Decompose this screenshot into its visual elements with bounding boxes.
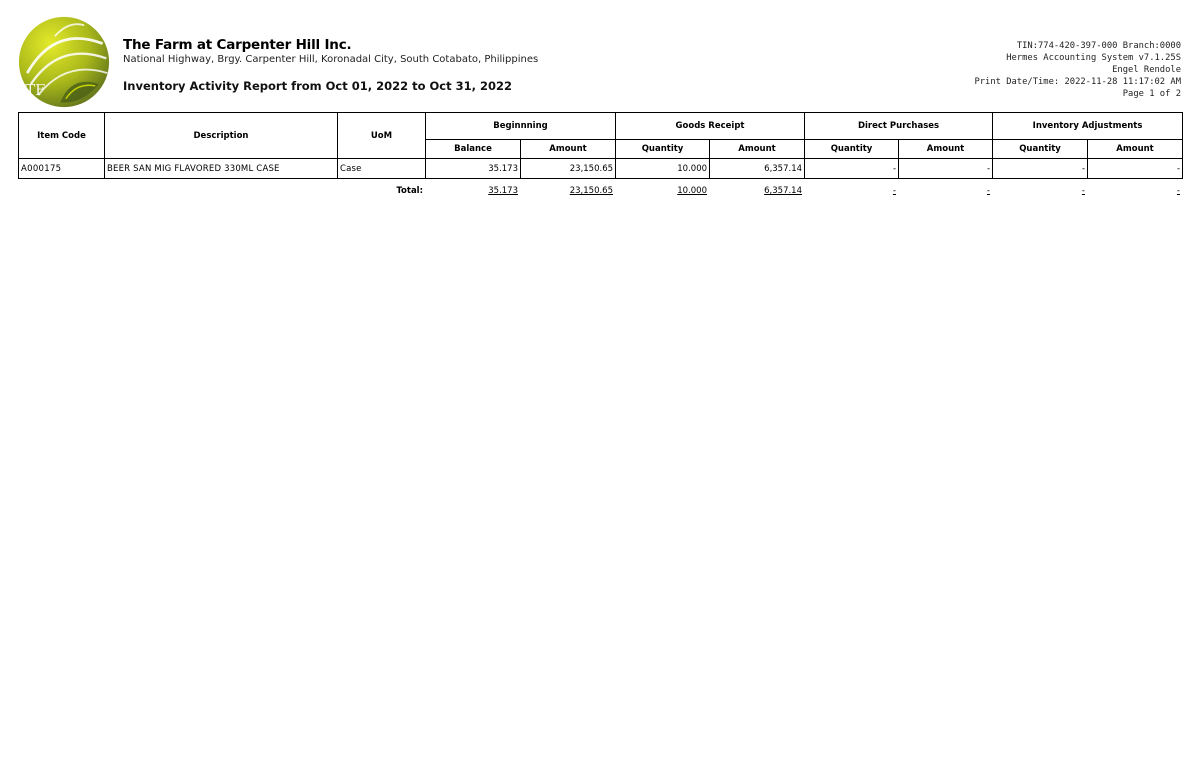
group-goods-receipt: Goods Receipt (616, 113, 805, 140)
group-direct-purchases: Direct Purchases (805, 113, 993, 140)
total-beginning-balance: 35.173 (488, 186, 518, 196)
cell-inventory-adjustments-amount: - (1088, 159, 1183, 179)
report-title: Inventory Activity Report from Oct 01, 2022 to Oct 31, 2022 (123, 79, 512, 93)
total-goods-receipt-quantity: 10.000 (677, 186, 707, 196)
sub-beginning-balance: Balance (426, 140, 521, 159)
sub-direct-purchases-amount: Amount (899, 140, 993, 159)
sub-direct-purchases-quantity: Quantity (805, 140, 899, 159)
sub-goods-receipt-amount: Amount (710, 140, 805, 159)
inventory-table (18, 112, 1183, 179)
group-inventory-adjustments: Inventory Adjustments (993, 113, 1183, 140)
printed-by-user: Engel Rendole (1112, 65, 1181, 75)
cell-beginning-balance: 35.173 (426, 159, 521, 179)
group-beginning: Beginnning (426, 113, 616, 140)
company-name: The Farm at Carpenter Hill Inc. (123, 37, 352, 53)
cell-direct-purchases-quantity: - (805, 159, 899, 179)
cell-inventory-adjustments-quantity: - (993, 159, 1088, 179)
sub-inventory-adjustments-quantity: Quantity (993, 140, 1088, 159)
totals-row (18, 183, 1182, 199)
cell-description: BEER SAN MIG FLAVORED 330ML CASE (105, 159, 338, 179)
cell-uom: Case (338, 159, 426, 179)
totals-label: Total: (396, 186, 423, 196)
total-direct-purchases-quantity: - (892, 186, 896, 196)
tin-branch: TIN:774-420-397-000 Branch:0000 (1016, 41, 1181, 51)
company-logo-icon (18, 16, 110, 108)
cell-goods-receipt-quantity: 10.000 (616, 159, 710, 179)
cell-beginning-amount: 23,150.65 (521, 159, 616, 179)
total-direct-purchases-amount: - (986, 186, 990, 196)
col-description: Description (105, 113, 338, 159)
total-inventory-adjustments-amount: - (1176, 186, 1180, 196)
sub-goods-receipt-quantity: Quantity (616, 140, 710, 159)
svg-text:TF: TF (25, 82, 46, 100)
system-version: Hermes Accounting System v7.1.25S (1006, 53, 1181, 63)
total-inventory-adjustments-quantity: - (1081, 186, 1085, 196)
total-beginning-amount: 23,150.65 (569, 186, 613, 196)
total-goods-receipt-amount: 6,357.14 (764, 186, 802, 196)
cell-item-code: A000175 (19, 159, 105, 179)
col-uom: UoM (338, 113, 426, 159)
sub-beginning-amount: Amount (521, 140, 616, 159)
page-number: Page 1 of 2 (1122, 89, 1181, 99)
col-item-code: Item Code (19, 113, 105, 159)
print-datetime: Print Date/Time: 2022-11-28 11:17:02 AM (974, 77, 1181, 87)
table-row (19, 159, 1183, 179)
cell-direct-purchases-amount: - (899, 159, 993, 179)
report-meta (821, 40, 1181, 100)
company-address: National Highway, Brgy. Carpenter Hill, Koronadal City, South Cotabato, Philippines (123, 54, 539, 65)
sub-inventory-adjustments-amount: Amount (1088, 140, 1183, 159)
cell-goods-receipt-amount: 6,357.14 (710, 159, 805, 179)
